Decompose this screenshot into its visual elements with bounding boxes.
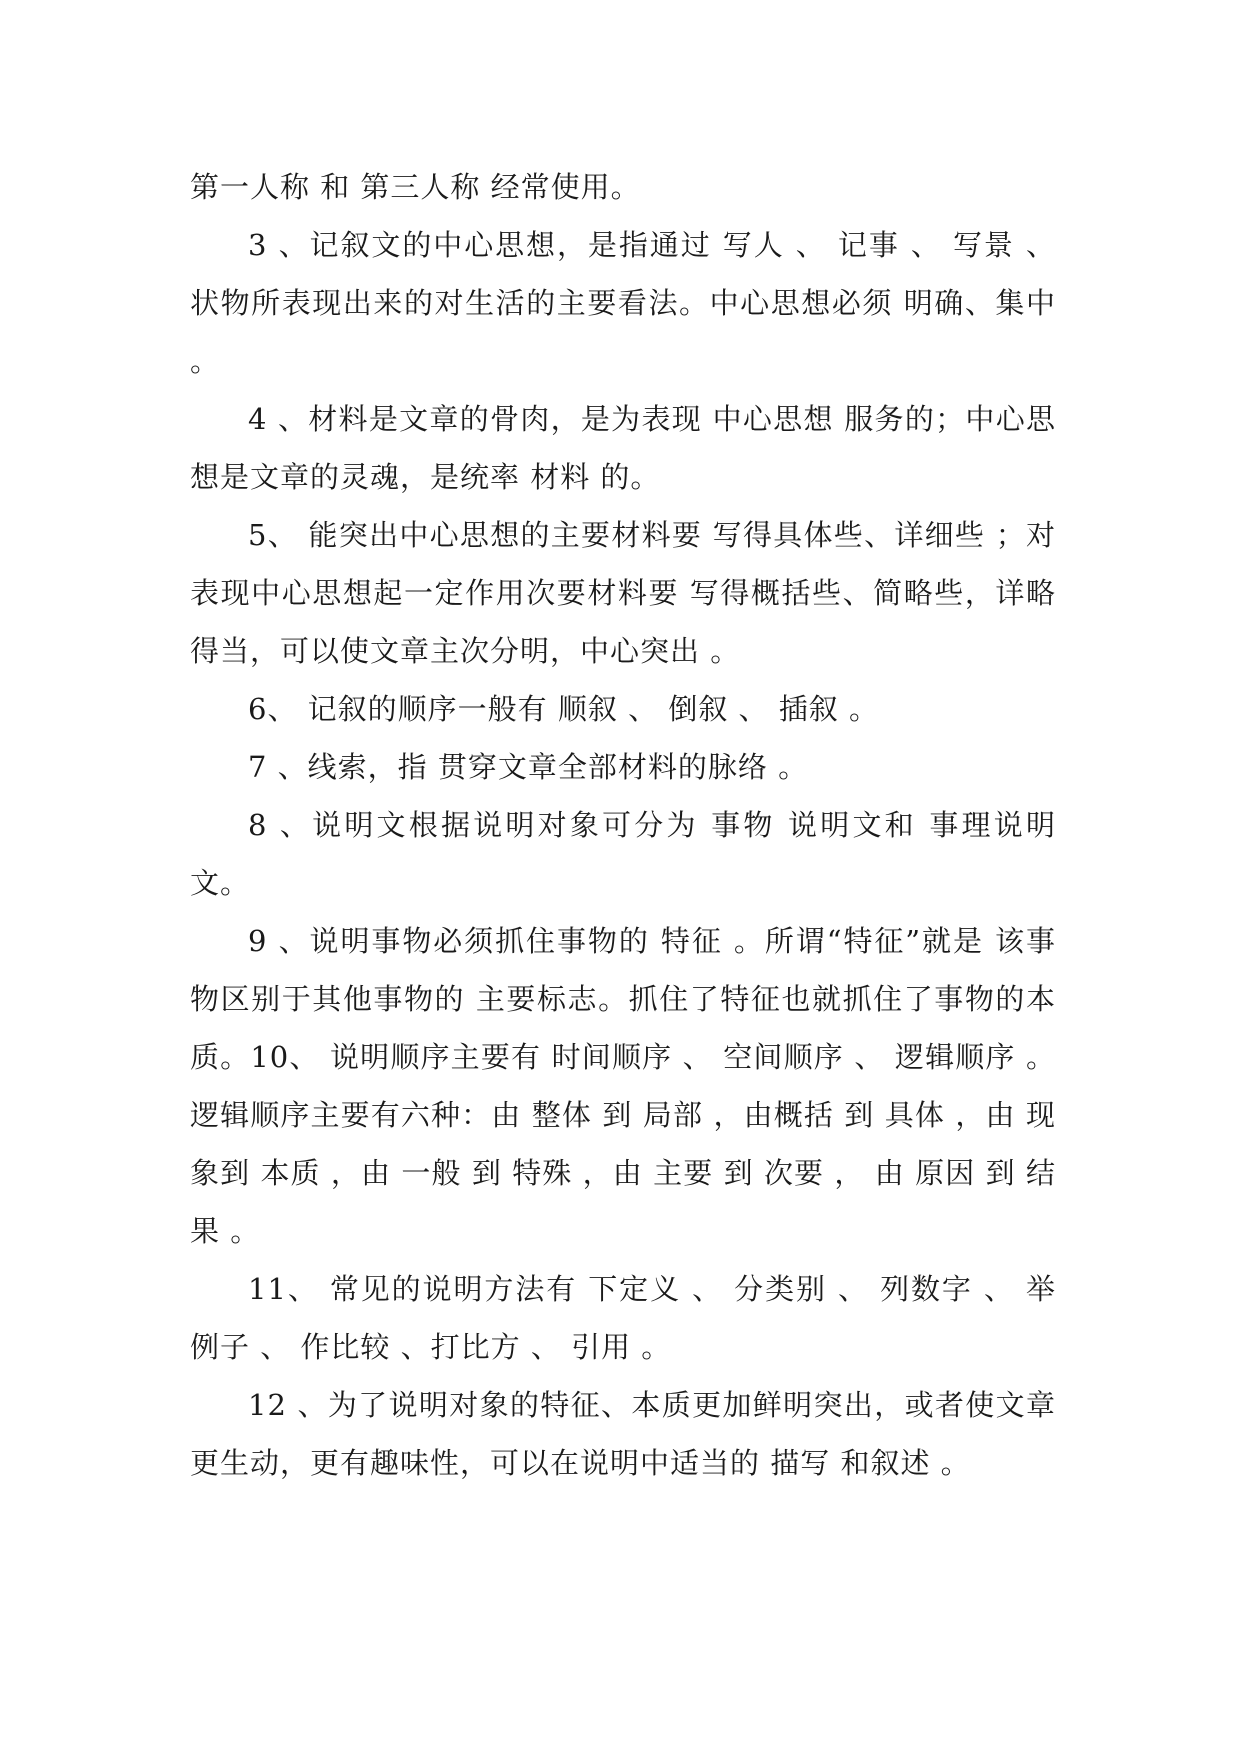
paragraph-continuation: 第一人称 和 第三人称 经常使用。	[190, 170, 641, 204]
paragraph-item-5: 5、 能突出中心思想的主要材料要 写得具体些、详细些 ；对表现中心思想起一定作用次要材料要 写得概括些、简略些，详略得当，可以使文章主次分明，中心突出 。	[190, 518, 1056, 668]
document-body	[190, 158, 1067, 1492]
paragraph-item-9-10: 9 、说明事物必须抓住事物的 特征 。所谓“特征”就是 该事物区别于其他事物的 主要标志。抓住了特征也就抓住了事物的本质。10、 说明顺序主要有 时间顺序 、 空间顺序 、 逻辑顺序 。逻辑顺序主要有六种：由 整体 到 局部 ，由概括 到 具体 ，由 现象到 本质 ，由 一般 到 特殊 ，由 主要 到 次要 ， 由 原因 到 结果 。	[190, 924, 1056, 1248]
paragraph-item-8: 8 、说明文根据说明对象可分为 事物 说明文和 事理说明文。	[190, 808, 1056, 900]
paragraph-item-3: 3 、记叙文的中心思想，是指通过 写人 、 记事 、 写景 、状物所表现出来的对生活的主要看法。中心思想必须 明确、集中 。	[190, 228, 1067, 378]
paragraph-item-11: 11、 常见的说明方法有 下定义 、 分类别 、 列数字 、 举例子 、 作比较 、打比方 、 引用 。	[190, 1272, 1056, 1364]
paragraph-item-4: 4 、材料是文章的骨肉，是为表现 中心思想 服务的；中心思想是文章的灵魂，是统率 材料 的。	[190, 402, 1056, 494]
paragraph-item-7: 7 、线索，指 贯穿文章全部材料的脉络 。	[248, 750, 809, 784]
paragraph-item-12: 12 、为了说明对象的特征、本质更加鲜明突出，或者使文章更生动，更有趣味性，可以在说明中适当的 描写 和叙述 。	[190, 1388, 1056, 1480]
paragraph-item-6: 6、 记叙的顺序一般有 顺叙 、 倒叙 、 插叙 。	[248, 692, 879, 726]
